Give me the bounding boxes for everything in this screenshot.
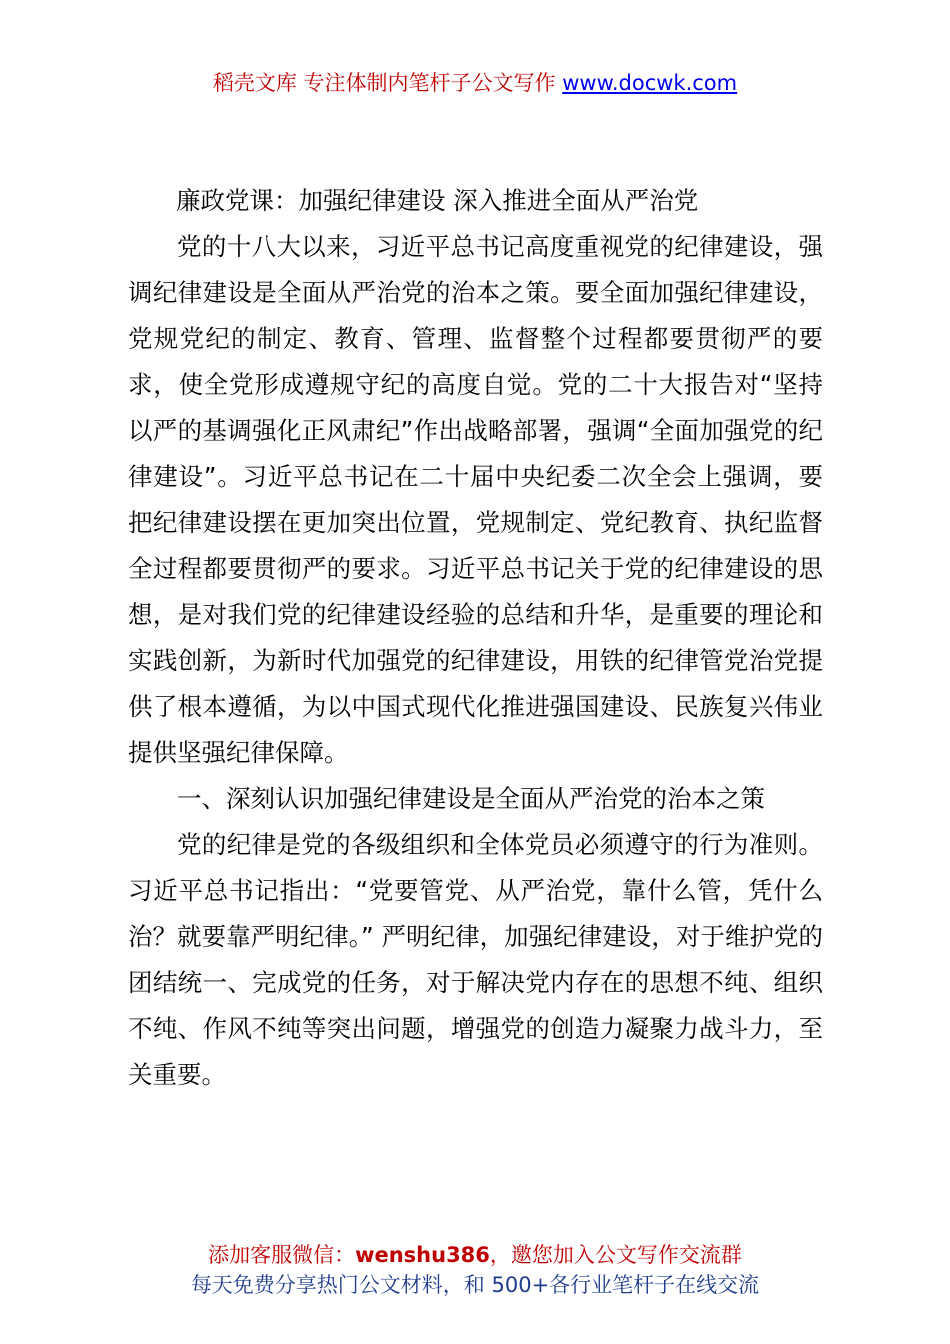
watermark-header (0, 68, 950, 98)
footer-contact-prefix: 添加客服微信： (208, 1243, 356, 1267)
header-site-link[interactable]: www.docwk.com (562, 71, 738, 95)
watermark-footer (0, 1240, 950, 1300)
footer-contact-suffix: ，邀您加入公文写作交流群 (489, 1243, 742, 1267)
document-body (128, 178, 823, 1098)
header-brand-text: 稻壳文库 专注体制内笔杆子公文写作 (212, 71, 556, 95)
footer-line-contact (0, 1240, 950, 1270)
section-heading-1: 一、深刻认识加强纪律建设是全面从严治党的治本之策 (177, 784, 765, 813)
footer-line-promo: 每天免费分享热门公文材料，和 500+各行业笔杆子在线交流 (190, 1273, 760, 1297)
footer-wechat-id: wenshu386 (355, 1243, 490, 1267)
document-title: 廉政党课：加强纪律建设 深入推进全面从严治党 (176, 186, 699, 215)
paragraph-intro: 党的十八大以来，习近平总书记高度重视党的纪律建设，强调纪律建设是全面从严治党的治本之策。要全面加强纪律建设，党规党纪的制定、教育、管理、监督整个过程都要贯彻严的要求，使全党形成遵规守纪的高度自觉。党的二十大报告对“坚持以严的基调强化正风肃纪”作出战略部署，强调“全面加强党的纪律建设”。习近平总书记在二十届中央纪委二次全会上强调，要把纪律建设摆在更加突出位置，党规制定、党纪教育、执纪监督全过程都要贯彻严的要求。习近平总书记关于党的纪律建设的思想，是对我们党的纪律建设经验的总结和升华，是重要的理论和实践创新，为新时代加强党的纪律建设，用铁的纪律管党治党提供了根本遵循，为以中国式现代化推进强国建设、民族复兴伟业提供坚强纪律保障。 (128, 232, 823, 767)
paragraph-section-1: 党的纪律是党的各级组织和全体党员必须遵守的行为准则。习近平总书记指出：“党要管党、从严治党，靠什么管，凭什么治？就要靠严明纪律。” 严明纪律，加强纪律建设，对于维护党的团结统一、完成党的任务，对于解决党内存在的思想不纯、组织不纯、作风不纯等突出问题，增强党的创造力凝聚力战斗力，至关重要。 (128, 830, 823, 1089)
